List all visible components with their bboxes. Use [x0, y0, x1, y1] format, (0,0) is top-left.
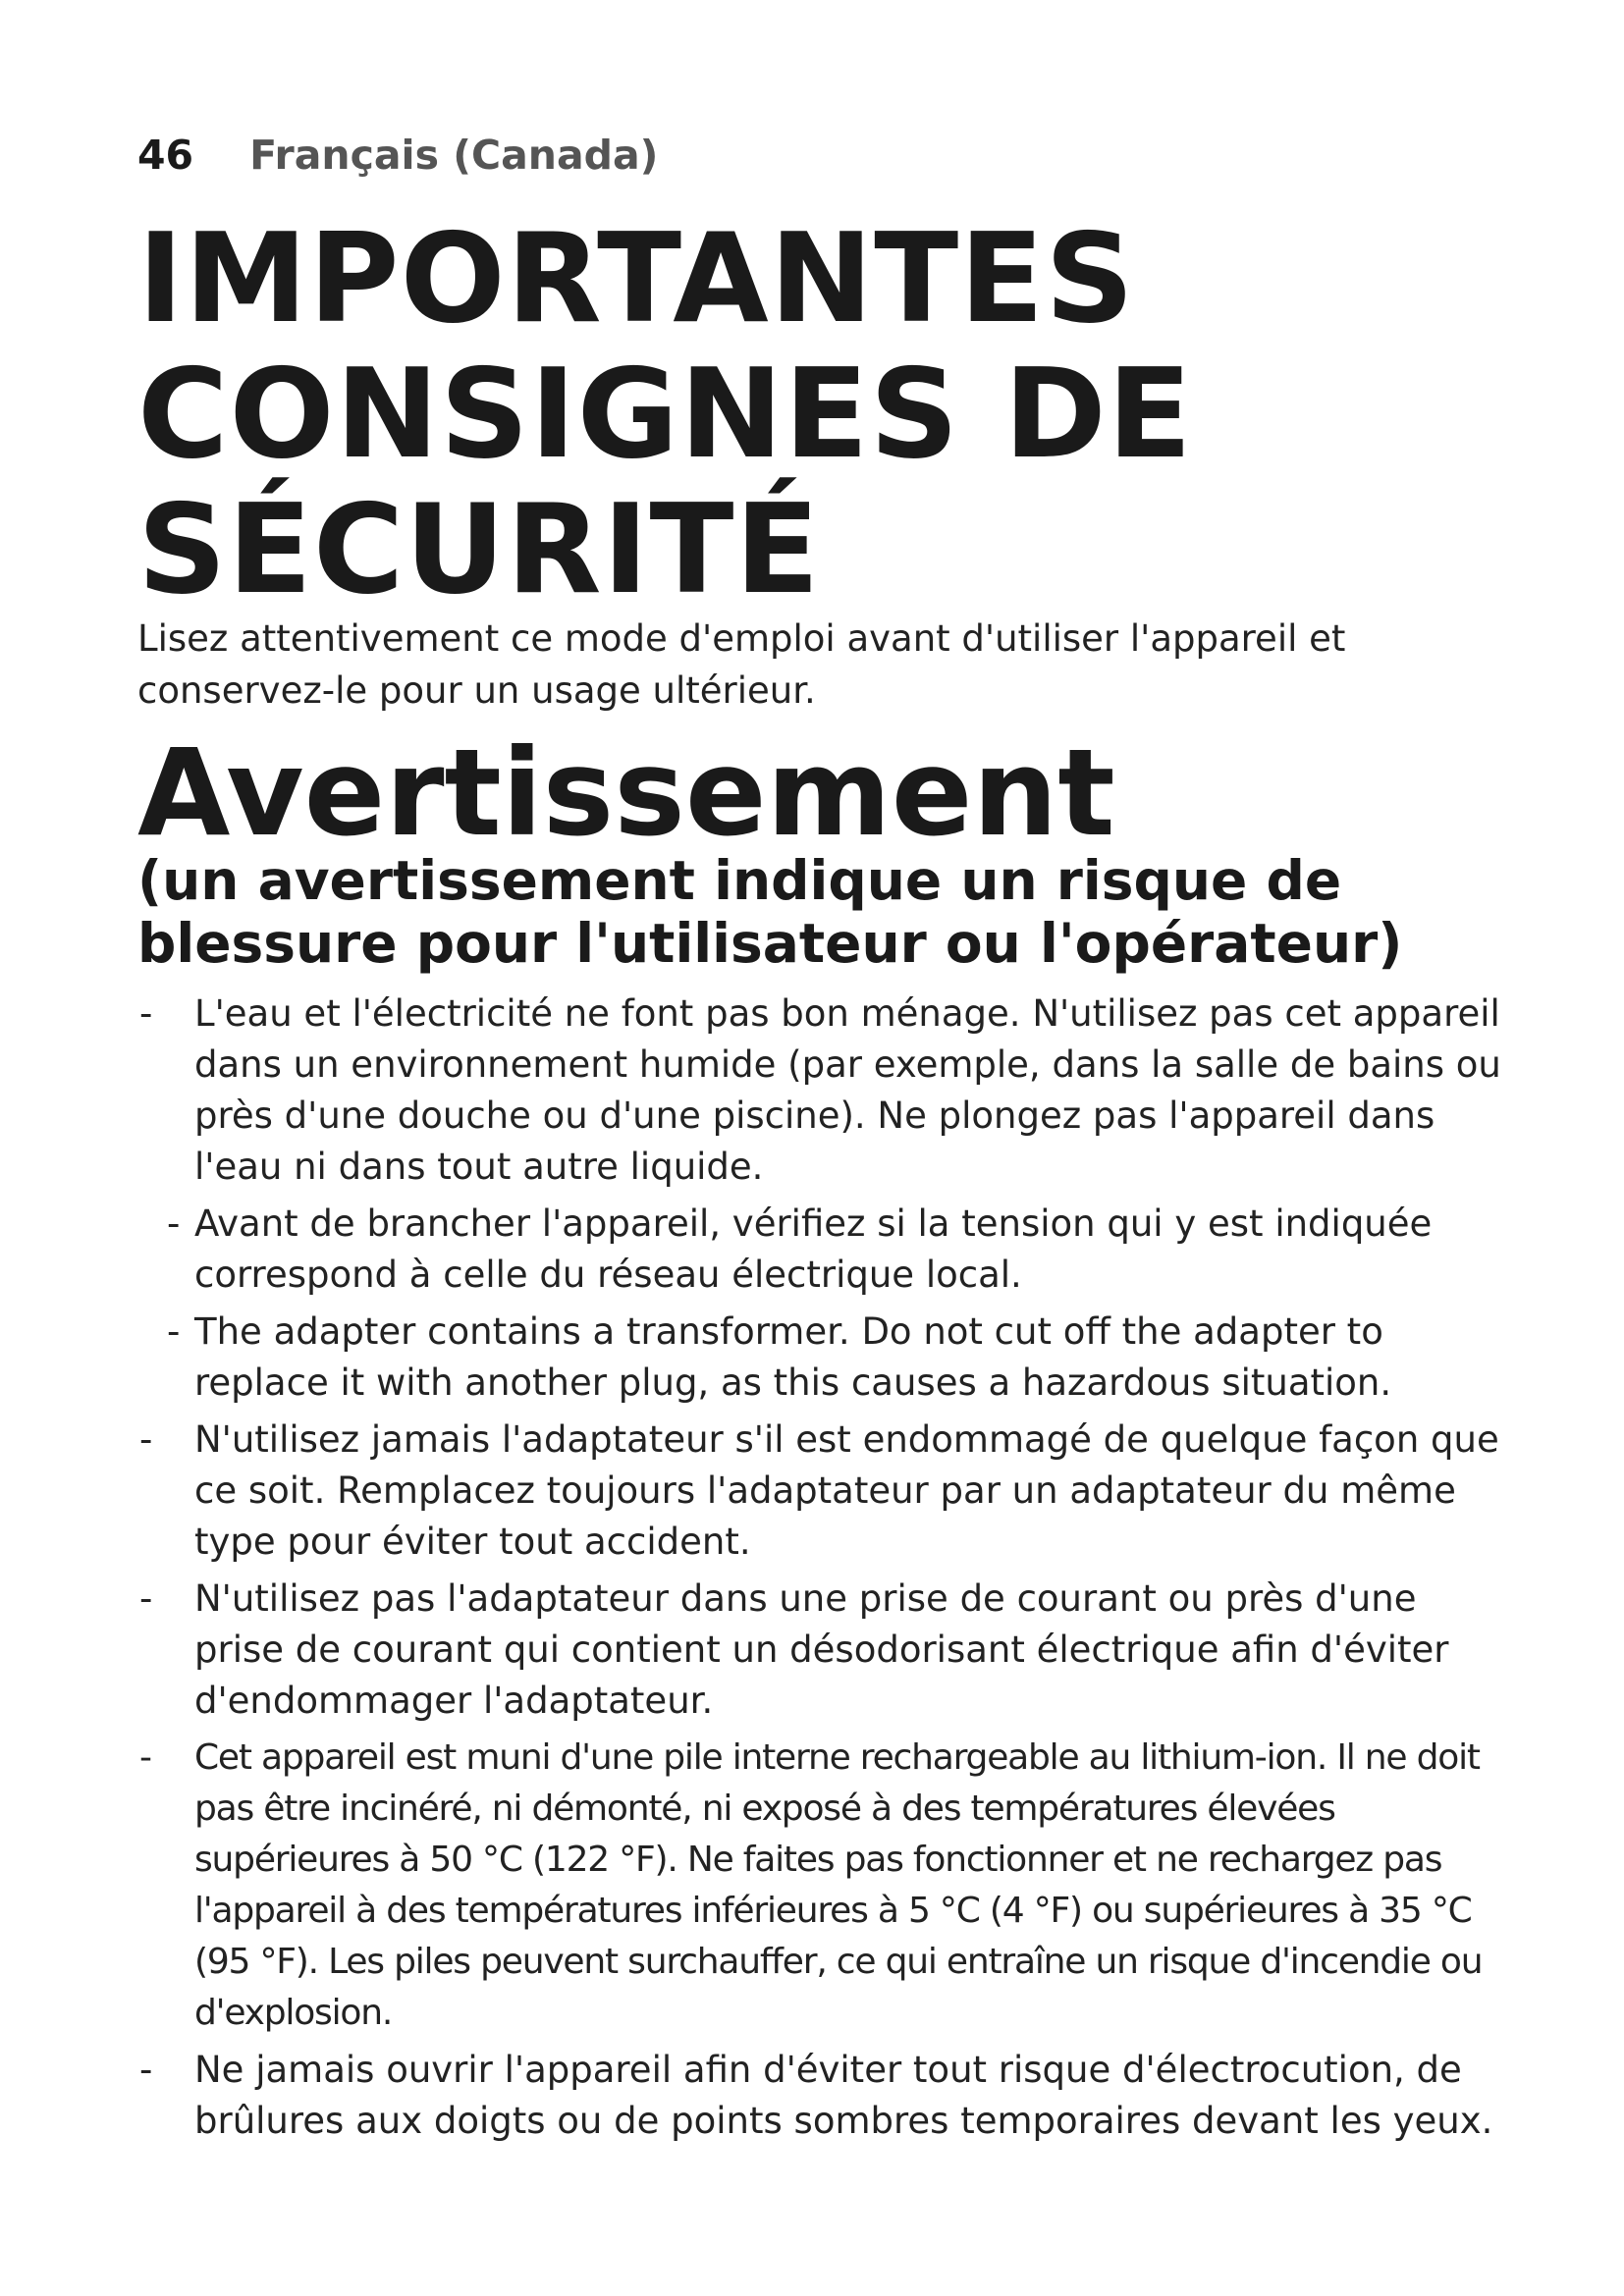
list-bullet: - — [139, 1737, 151, 1778]
list-bullet: - — [139, 1418, 153, 1461]
list-item — [137, 1574, 1512, 1727]
page-title-line-2: CONSIGNES DE — [137, 342, 1193, 486]
list-item-text: N'utilisez jamais l'adaptateur s'il est endommagé de quelque façon que ce soit. Remplacez toujours l'adaptateur par un adaptateur du même type pour éviter tout accident. — [194, 1418, 1499, 1563]
page-title-line-3: SÉCURITÉ — [137, 477, 821, 621]
list-item — [137, 1199, 1512, 1301]
page-number: 46 — [137, 132, 194, 179]
list-item — [137, 1415, 1512, 1568]
list-item-text: N'utilisez pas l'adaptateur dans une prise de courant ou près d'une prise de courant qui contient un désodorisant électrique afin d'éviter d'endommager l'adaptateur. — [194, 1577, 1449, 1722]
list-bullet: - — [139, 992, 153, 1035]
warning-section-subtitle: (un avertissement indique un risque de blessure pour l'utilisateur ou l'opérateur) — [137, 849, 1403, 975]
list-item-text: L'eau et l'électricité ne font pas bon ménage. N'utilisez pas cet appareil dans un environnement humide (par exemple, dans la salle de bains ou près d'une douche ou d'une piscine). Ne plongez pas l'appareil dans l'eau ni dans tout autre liquide. — [194, 992, 1501, 1188]
list-bullet: - — [139, 1577, 153, 1620]
list-item-text: The adapter contains a transformer. Do not cut off the adapter to replace it with another plug, as this causes a hazardous situation. — [194, 1310, 1392, 1404]
list-item-text: Cet appareil est muni d'une pile interne rechargeable au lithium-ion. Il ne doit pas être incinéré, ni démonté, ni exposé à des températures élevées supérieures à 50 °C (122 °F). Ne faites pas fonctionner et ne rechargez pas l'appareil à des températures inférieures à 5 °C (4 °F) ou supérieures à 35 °C (95 °F). Les piles peuvent surchauffer, ce qui entraîne un risque d'incendie ou d'explosion. — [194, 1737, 1483, 2033]
intro-paragraph: Lisez attentivement ce mode d'emploi avant d'utiliser l'appareil et conservez-le pour un usage ultérieur. — [137, 617, 1346, 712]
list-bullet: - — [139, 2049, 153, 2091]
list-bullet: - — [167, 1310, 181, 1353]
list-item — [137, 2045, 1512, 2147]
warning-list — [137, 988, 1512, 2153]
page-title — [137, 206, 1193, 621]
page-title-line-1: IMPORTANTES — [137, 206, 1135, 350]
list-item-text: Avant de brancher l'appareil, vérifiez si la tension qui y est indiquée correspond à celle du réseau électrique local. — [194, 1202, 1433, 1296]
page-header — [137, 131, 658, 180]
list-item — [137, 1733, 1512, 2039]
list-item — [137, 1307, 1512, 1409]
language-label: Français (Canada) — [249, 132, 659, 179]
list-item-text: Ne jamais ouvrir l'appareil afin d'éviter tout risque d'électrocution, de brûlures aux doigts ou de points sombres temporaires devant les yeux. — [194, 2049, 1493, 2142]
list-item — [137, 988, 1512, 1193]
warning-section-title: Avertissement — [137, 723, 1115, 863]
list-bullet: - — [167, 1202, 181, 1245]
